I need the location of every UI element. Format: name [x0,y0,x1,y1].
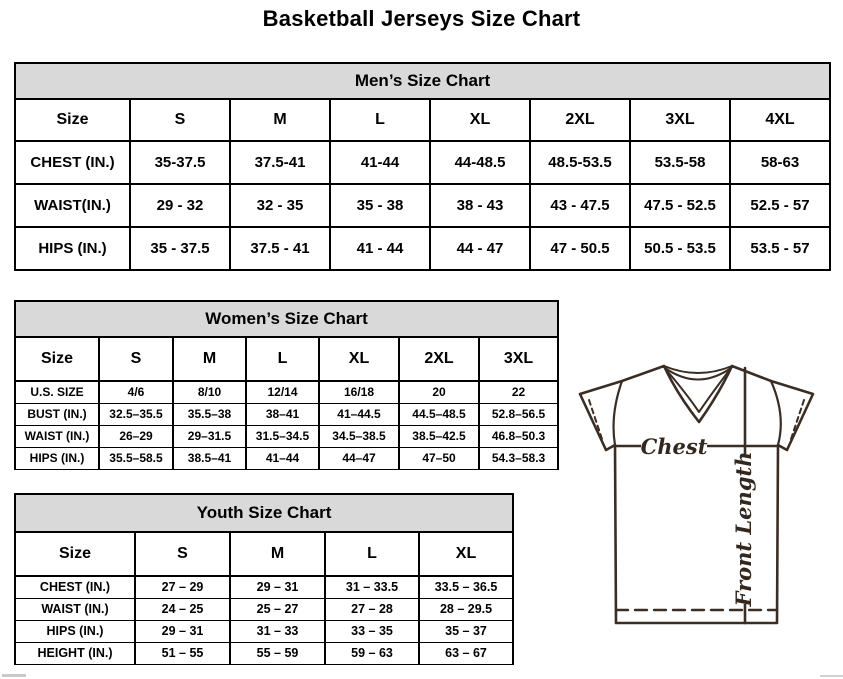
size-cell: 50.5 - 53.5 [630,227,730,270]
column-header: Size [15,337,99,381]
table-title-row [15,494,513,532]
size-cell: 27 – 28 [325,598,419,620]
column-header: Size [15,99,130,141]
size-cell: 41 - 44 [330,227,430,270]
size-cell: 58-63 [730,141,830,184]
page-title: Basketball Jerseys Size Chart [262,6,581,31]
size-cell: 35-37.5 [130,141,230,184]
size-cell: 37.5-41 [230,141,330,184]
size-cell: 35 - 37.5 [130,227,230,270]
size-cell: 44-48.5 [430,141,530,184]
column-header: XL [419,532,513,576]
size-cell: 52.5 - 57 [730,184,830,227]
row-label: WAIST(IN.) [15,184,130,227]
size-cell: 37.5 - 41 [230,227,330,270]
front-length-label: Front Length [731,451,756,607]
column-header: 3XL [479,337,558,381]
size-cell: 47 - 50.5 [530,227,630,270]
size-cell: 54.3–58.3 [479,447,558,469]
table-row [15,403,558,425]
table-row [15,227,830,270]
column-header-row [15,532,513,576]
column-header: 2XL [530,99,630,141]
size-cell: 16/18 [319,381,399,403]
size-cell: 44.5–48.5 [399,403,479,425]
size-cell: 41–44.5 [319,403,399,425]
column-header: M [230,99,330,141]
size-cell: 29–31.5 [173,425,246,447]
size-cell: 33.5 – 36.5 [419,576,513,598]
size-cell: 24 – 25 [135,598,230,620]
column-header: L [330,99,430,141]
size-cell: 41–44 [246,447,319,469]
column-header: XL [319,337,399,381]
mens-size-chart-table [14,62,831,271]
row-label: BUST (IN.) [15,403,99,425]
column-header: S [99,337,173,381]
table-title-row [15,301,558,337]
size-cell: 35 – 37 [419,620,513,642]
size-cell: 38 - 43 [430,184,530,227]
table-row [15,425,558,447]
mens-chart-title: Men’s Size Chart [15,63,830,99]
column-header: 2XL [399,337,479,381]
size-cell: 52.8–56.5 [479,403,558,425]
size-cell: 12/14 [246,381,319,403]
size-cell: 53.5 - 57 [730,227,830,270]
size-cell: 8/10 [173,381,246,403]
table-row [15,381,558,403]
womens-size-chart-table [14,300,559,470]
row-label: U.S. SIZE [15,381,99,403]
size-cell: 35 - 38 [330,184,430,227]
size-cell: 35.5–58.5 [99,447,173,469]
jersey-svg [556,360,843,668]
size-cell: 32 - 35 [230,184,330,227]
size-cell: 59 – 63 [325,642,419,664]
size-cell: 44–47 [319,447,399,469]
size-cell: 47.5 - 52.5 [630,184,730,227]
size-cell: 51 – 55 [135,642,230,664]
size-cell: 26–29 [99,425,173,447]
collar-back-arc-outer [664,366,732,373]
size-cell: 47–50 [399,447,479,469]
size-cell: 35.5–38 [173,403,246,425]
row-label: WAIST (IN.) [15,598,135,620]
column-header: L [325,532,419,576]
table-title-row [15,63,830,99]
table-row [15,598,513,620]
size-cell: 27 – 29 [135,576,230,598]
column-header-row [15,99,830,141]
size-cell: 22 [479,381,558,403]
youth-size-chart-table [14,493,514,665]
size-cell: 32.5–35.5 [99,403,173,425]
size-cell: 63 – 67 [419,642,513,664]
column-header: L [246,337,319,381]
chest-label: Chest [640,434,708,459]
column-header: Size [15,532,135,576]
size-cell: 34.5–38.5 [319,425,399,447]
size-cell: 33 – 35 [325,620,419,642]
table-row [15,447,558,469]
table-row [15,642,513,664]
size-cell: 38.5–42.5 [399,425,479,447]
table-row [15,141,830,184]
size-cell: 29 - 32 [130,184,230,227]
row-label: CHEST (IN.) [15,141,130,184]
size-cell: 53.5-58 [630,141,730,184]
row-label: CHEST (IN.) [15,576,135,598]
size-cell: 28 – 29.5 [419,598,513,620]
column-header-row [15,337,558,381]
size-cell: 55 – 59 [230,642,325,664]
size-cell: 46.8–50.3 [479,425,558,447]
youth-chart-title: Youth Size Chart [15,494,513,532]
table-row [15,620,513,642]
size-cell: 44 - 47 [430,227,530,270]
size-cell: 29 – 31 [230,576,325,598]
size-cell: 31.5–34.5 [246,425,319,447]
column-header: XL [430,99,530,141]
size-cell: 48.5-53.5 [530,141,630,184]
table-row [15,184,830,227]
size-cell: 31 – 33 [230,620,325,642]
size-cell: 38–41 [246,403,319,425]
column-header: S [135,532,230,576]
stray-mark-bottom-left [2,674,26,677]
row-label: HEIGHT (IN.) [15,642,135,664]
column-header: M [230,532,325,576]
size-cell: 43 - 47.5 [530,184,630,227]
column-header: S [130,99,230,141]
jersey-diagram [556,360,843,668]
row-label: HIPS (IN.) [15,620,135,642]
column-header: M [173,337,246,381]
size-cell: 4/6 [99,381,173,403]
womens-chart-title: Women’s Size Chart [15,301,558,337]
table-row [15,576,513,598]
size-cell: 41-44 [330,141,430,184]
row-label: HIPS (IN.) [15,447,99,469]
row-label: WAIST (IN.) [15,425,99,447]
column-header: 4XL [730,99,830,141]
size-cell: 31 – 33.5 [325,576,419,598]
row-label: HIPS (IN.) [15,227,130,270]
size-cell: 29 – 31 [135,620,230,642]
size-cell: 38.5–41 [173,447,246,469]
size-cell: 20 [399,381,479,403]
stray-mark-bottom-right [820,675,843,677]
column-header: 3XL [630,99,730,141]
size-cell: 25 – 27 [230,598,325,620]
